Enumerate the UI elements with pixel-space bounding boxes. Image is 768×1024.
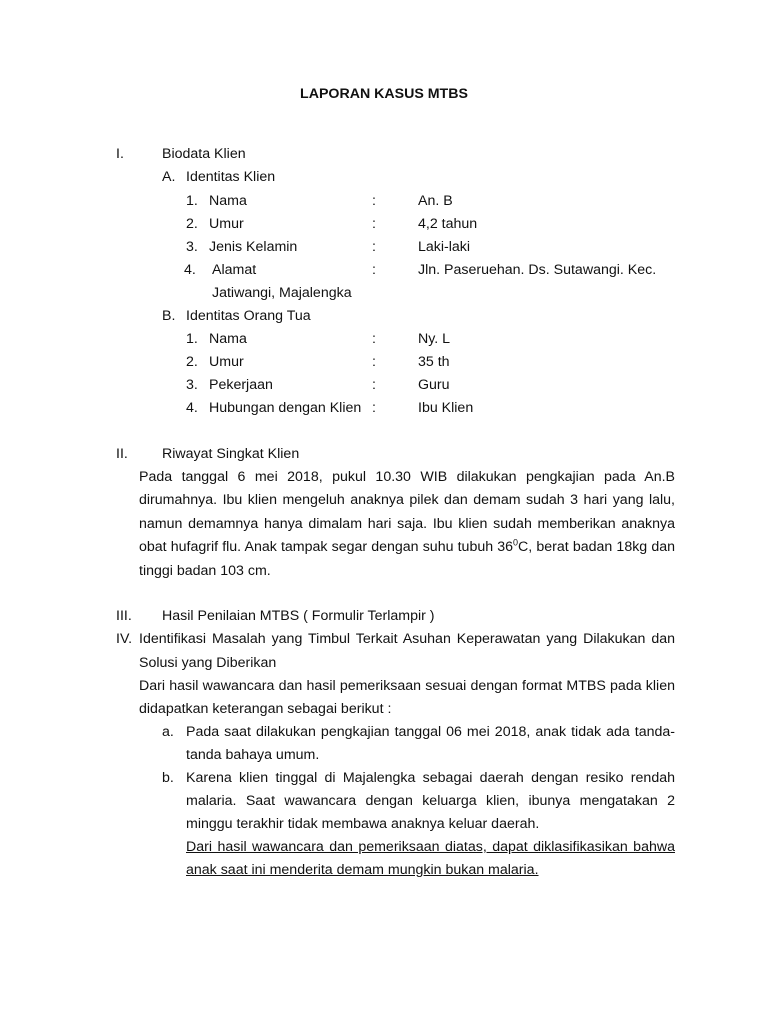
row-value: 4,2 tahun [418, 216, 478, 232]
row-value: Ny. L [418, 331, 451, 347]
section-2-number: II. [116, 446, 128, 462]
row-colon: : [372, 354, 376, 370]
row-number: 4. [186, 400, 198, 416]
conclusion-underlined-line: anak saat ini menderita demam mungkin bukan malaria. [186, 862, 539, 878]
item-letter: b. [162, 770, 174, 786]
section-1-number: I. [116, 146, 124, 162]
row-number: 3. [186, 377, 198, 393]
history-paragraph-line: tinggi badan 103 cm. [139, 563, 271, 579]
row-label: Jenis Kelamin [209, 239, 298, 255]
subsection-b-heading: Identitas Orang Tua [186, 308, 311, 324]
section-4-number: IV. [116, 631, 133, 647]
subsection-b-letter: B. [162, 308, 176, 324]
history-paragraph-line [139, 539, 675, 555]
item-letter: a. [162, 724, 174, 740]
row-label: Nama [209, 193, 247, 209]
history-paragraph-line: dirumahnya. Ibu klien mengeluh anaknya pilek dan demam sudah 3 hari yang lalu, [139, 492, 675, 508]
address-continuation: Jatiwangi, Majalengka [212, 285, 352, 301]
row-number: 1. [186, 331, 198, 347]
row-colon: : [372, 331, 376, 347]
row-colon: : [372, 193, 376, 209]
degree-superscript: 0 [513, 537, 519, 548]
history-paragraph-line: namun demamnya hanya dimalam hari saja. Ibu klien sudah memberikan anaknya [139, 516, 675, 532]
row-number: 2. [186, 216, 198, 232]
row-label: Hubungan dengan Klien [209, 400, 362, 416]
row-value: 35 th [418, 354, 450, 370]
subsection-a-heading: Identitas Klien [186, 169, 276, 185]
row-colon: : [372, 239, 376, 255]
section-3-heading: Hasil Penilaian MTBS ( Formulir Terlampir ) [162, 608, 435, 624]
history-text-after-superscript: C, berat badan 18kg dan [518, 539, 675, 555]
row-label: Nama [209, 331, 247, 347]
item-line: Pada saat dilakukan pengkajian tanggal 06 mei 2018, anak tidak ada tanda- [186, 724, 675, 740]
row-number: 1. [186, 193, 198, 209]
row-number: 2. [186, 354, 198, 370]
row-number: 3. [186, 239, 198, 255]
row-label: Umur [209, 216, 244, 232]
row-colon: : [372, 377, 376, 393]
row-colon: : [372, 262, 376, 278]
row-number: 4. [184, 262, 196, 278]
page-title: LAPORAN KASUS MTBS [300, 86, 468, 102]
section-2-heading: Riwayat Singkat Klien [162, 446, 300, 462]
row-value: An. B [418, 193, 453, 209]
item-line: minggu terakhir tidak membawa anaknya keluar daerah. [186, 816, 540, 832]
row-colon: : [372, 400, 376, 416]
row-value: Guru [418, 377, 450, 393]
row-label: Umur [209, 354, 244, 370]
row-value: Ibu Klien [418, 400, 474, 416]
section-3-number: III. [116, 608, 132, 624]
section-4-intro-line: Dari hasil wawancara dan hasil pemeriksaan sesuai dengan format MTBS pada klien [139, 678, 675, 694]
section-4-intro-line: didapatkan keterangan sebagai berikut : [139, 701, 392, 717]
item-line: malaria. Saat wawancara dengan keluarga klien, ibunya mengatakan 2 [186, 793, 675, 809]
item-line: Karena klien tinggal di Majalengka sebagai daerah dengan resiko rendah [186, 770, 675, 786]
row-value: Jln. Paseruehan. Ds. Sutawangi. Kec. [418, 262, 657, 278]
row-label: Alamat [212, 262, 257, 278]
conclusion-underlined-line: Dari hasil wawancara dan pemeriksaan diatas, dapat diklasifikasikan bahwa [186, 839, 675, 855]
history-paragraph-line: Pada tanggal 6 mei 2018, pukul 10.30 WIB dilakukan pengkajian pada An.B [139, 469, 675, 485]
history-text-before-superscript: obat hufagrif flu. Anak tampak segar dengan suhu tubuh 36 [139, 539, 514, 555]
item-line: tanda bahaya umum. [186, 747, 320, 763]
row-colon: : [372, 216, 376, 232]
section-4-heading-line: Solusi yang Diberikan [139, 655, 277, 671]
subsection-a-letter: A. [162, 169, 176, 185]
section-1-heading: Biodata Klien [162, 146, 246, 162]
section-4-heading-line: Identifikasi Masalah yang Timbul Terkait Asuhan Keperawatan yang Dilakukan dan [139, 631, 675, 647]
row-label: Pekerjaan [209, 377, 273, 393]
row-value: Laki-laki [418, 239, 471, 255]
